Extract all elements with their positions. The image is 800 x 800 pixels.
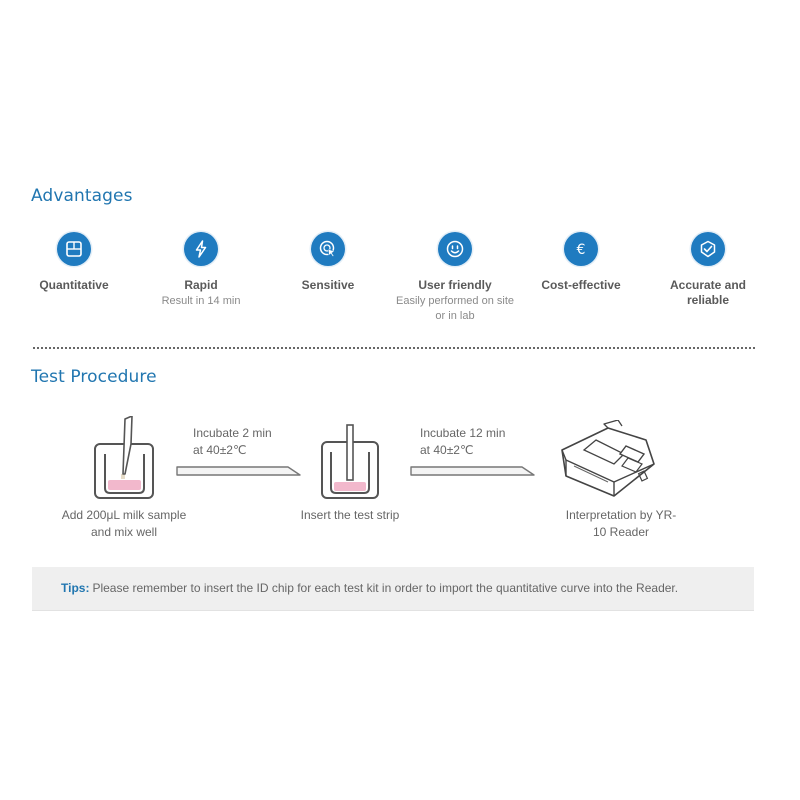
incubation-1-text xyxy=(193,425,272,459)
advantage-name: Sensitive xyxy=(301,278,355,292)
target-cursor-icon xyxy=(311,232,345,266)
euro-icon xyxy=(564,232,598,266)
step-1-label xyxy=(54,507,194,541)
advantage-sub: Result in 14 min xyxy=(161,295,241,307)
advantages-title: Advantages xyxy=(31,186,133,206)
test-strip-well-icon xyxy=(321,424,379,500)
incubation-temp: at 40±2℃ xyxy=(193,443,247,457)
section-divider xyxy=(33,347,755,349)
step-3-label xyxy=(563,507,679,541)
advantage-name: User friendly xyxy=(418,278,492,292)
test-procedure-title: Test Procedure xyxy=(31,367,157,387)
milk-sample-well-icon xyxy=(94,416,156,500)
advantage-accurate-reliable xyxy=(633,232,783,308)
calculator-icon xyxy=(57,232,91,266)
step-2-label xyxy=(300,507,400,524)
arrow-1-icon xyxy=(176,462,302,478)
advantage-name: Rapid xyxy=(184,278,218,292)
smiley-icon xyxy=(438,232,472,266)
arrow-2-icon xyxy=(410,462,536,478)
tips-message: Please remember to insert the ID chip for each test kit in order to import the quantitative curve into the Reader. xyxy=(92,581,679,595)
svg-text:€: € xyxy=(576,242,586,258)
tips-box xyxy=(32,567,754,611)
advantage-name: Quantitative xyxy=(39,278,109,292)
advantage-name: Accurate and reliable xyxy=(669,278,747,307)
advantage-sub: Easily performed on site or in lab xyxy=(396,295,514,322)
advantage-name: Cost-effective xyxy=(541,278,621,292)
tips-label: Tips: xyxy=(61,581,90,595)
incubation-2-text xyxy=(420,425,505,459)
tips-text xyxy=(61,581,678,595)
step-label-text: Add 200μL milk sample and mix well xyxy=(61,508,187,539)
reader-device-icon xyxy=(556,420,660,504)
incubation-time: Incubate 12 min xyxy=(420,426,506,440)
lightning-icon xyxy=(184,232,218,266)
check-shield-icon xyxy=(691,232,725,266)
incubation-time: Incubate 2 min xyxy=(193,426,272,440)
step-label-text: Insert the test strip xyxy=(300,508,400,522)
incubation-temp: at 40±2℃ xyxy=(420,443,474,457)
step-label-text: Interpretation by YR-10 Reader xyxy=(565,508,677,539)
